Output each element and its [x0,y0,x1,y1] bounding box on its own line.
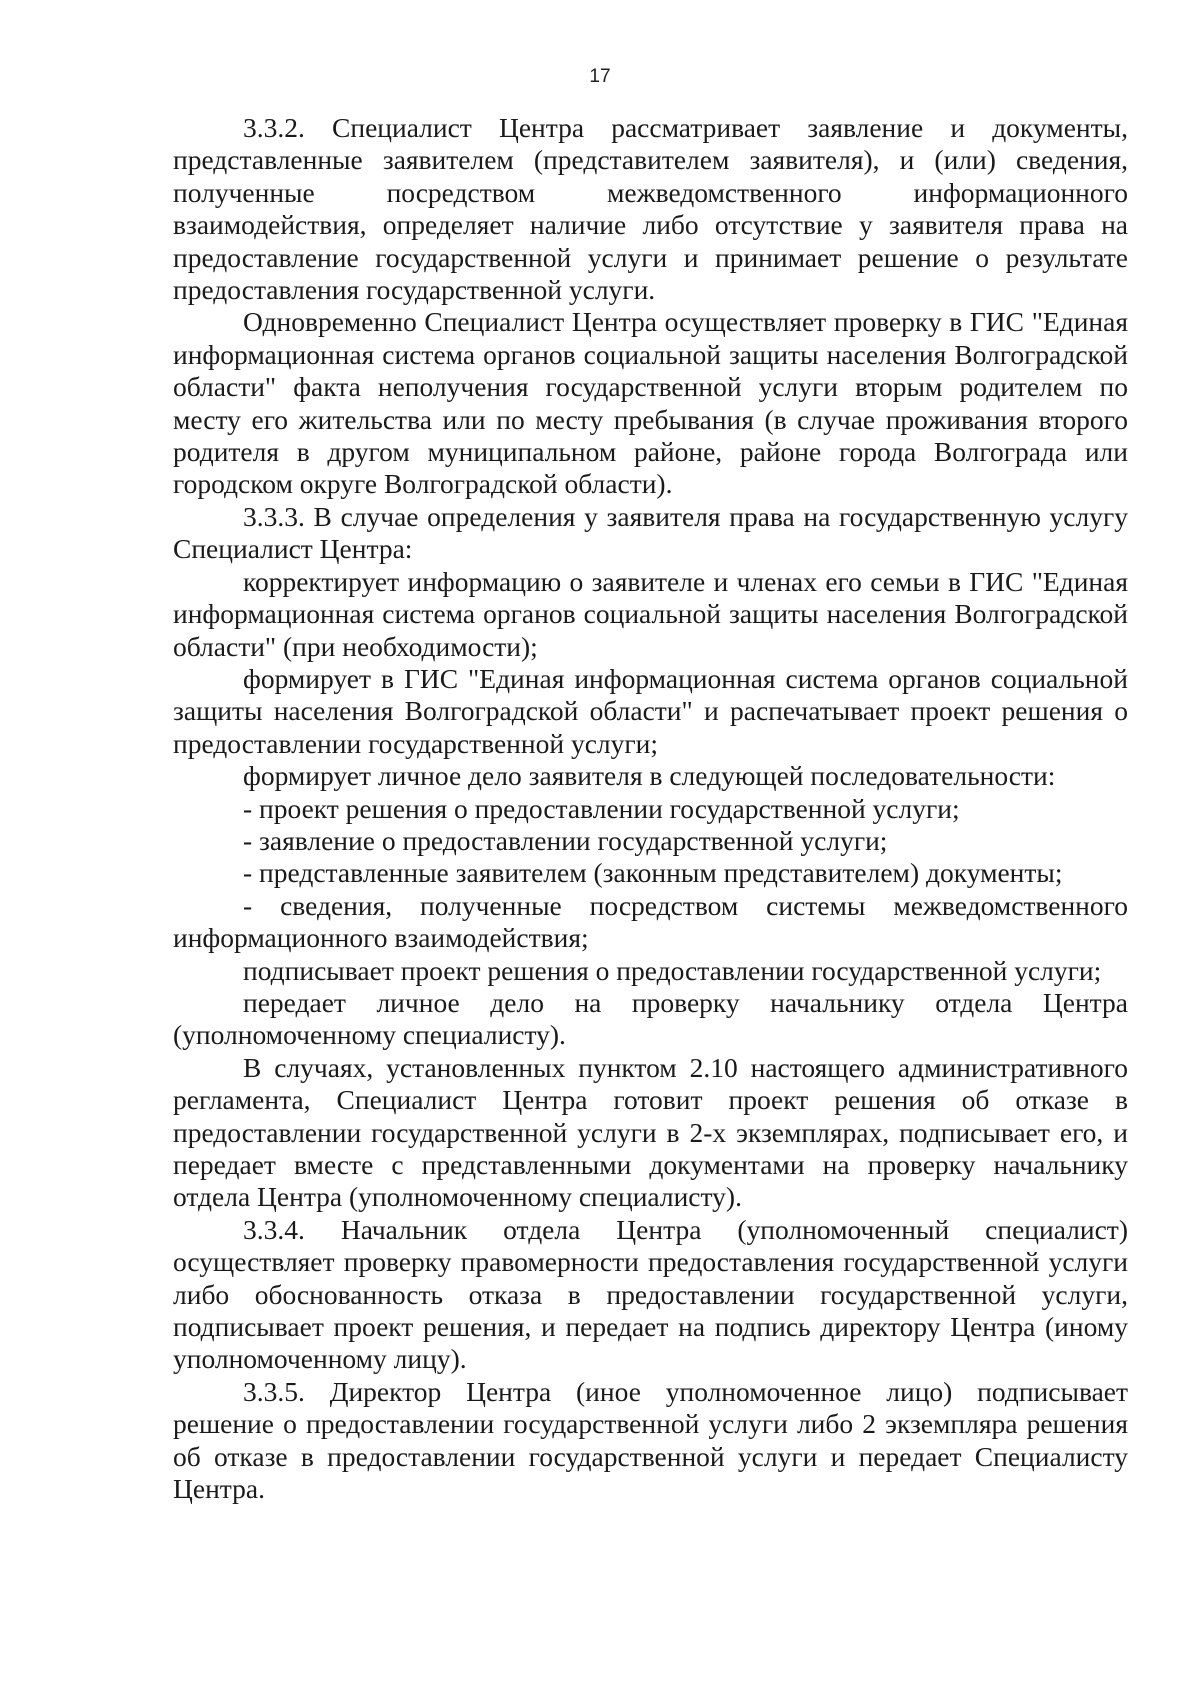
paragraph-corrects-info: корректирует информацию о заявителе и членах его семьи в ГИС "Единая информационная система органов социальной защиты населения Волгоградской области" (при необходимости); [173,565,1128,662]
list-item-documents: - представленные заявителем (законным представителем) документы; [243,857,1063,889]
paragraph-3-3-3: 3.3.3. В случае определения у заявителя права на государственную услугу Специалист Центра: [173,500,1128,565]
document-body [173,112,1128,1505]
paragraph-3-3-4: 3.3.4. Начальник отдела Центра (уполномоченный специалист) осуществляет проверку правомерности предоставления государственной услуги либо обоснованность отказа в предоставлении государственной услуги, подписывает проект решения, и передает на подпись директору Центра (иному уполномоченному лицу). [173,1213,1128,1375]
page-number: 17 [589,66,611,87]
paragraph-3-3-5: 3.3.5. Директор Центра (иное уполномоченное лицо) подписывает решение о предоставлении государственной услуги либо 2 экземпляра решения об отказе в предоставлении государственной услуги и передает Специалисту Центра. [173,1375,1128,1505]
paragraph-signs-draft: подписывает проект решения о предоставлении государственной услуги; [243,954,1102,986]
paragraph-forms-draft: формирует в ГИС "Единая информационная система органов социальной защиты населения Волгоградской области" и распечатывает проект решения о предоставлении государственной услуги; [173,662,1128,759]
list-item-interagency-info: - сведения, полученные посредством системы межведомственного информационного взаимодействия; [173,889,1128,954]
paragraph-3-3-2: 3.3.2. Специалист Центра рассматривает заявление и документы, представленные заявителем (представителем заявителя), и (или) сведения, полученные посредством межведомственного информационного взаимодействия, определяет наличие либо отсутствие у заявителя права на предоставление государственной услуги и принимает решение о результате предоставления государственной услуги. [173,112,1128,306]
list-item-application: - заявление о предоставлении государственной услуги; [243,824,888,856]
list-item-draft-decision: - проект решения о предоставлении государственной услуги; [243,792,960,824]
paragraph-simultaneous-check: Одновременно Специалист Центра осуществляет проверку в ГИС "Единая информационная система органов социальной защиты населения Волгоградской области" факта неполучения государственной услуги вторым родителем по месту его жительства или по месту пребывания (в случае проживания второго родителя в другом муниципальном районе, районе города Волгограда или городском округе Волгоградской области). [173,306,1128,500]
paragraph-forms-case-file: формирует личное дело заявителя в следующей последовательности: [243,760,1056,792]
paragraph-transfers-case: передает личное дело на проверку начальнику отдела Центра (уполномоченному специалисту). [173,986,1128,1051]
paragraph-refusal-cases: В случаях, установленных пунктом 2.10 настоящего административного регламента, Специалист Центра готовит проект решения об отказе в предоставлении государственной услуги в 2-х экземплярах, подписывает его, и передает вместе с представленными документами на проверку начальнику отдела Центра (уполномоченному специалисту). [173,1051,1128,1213]
